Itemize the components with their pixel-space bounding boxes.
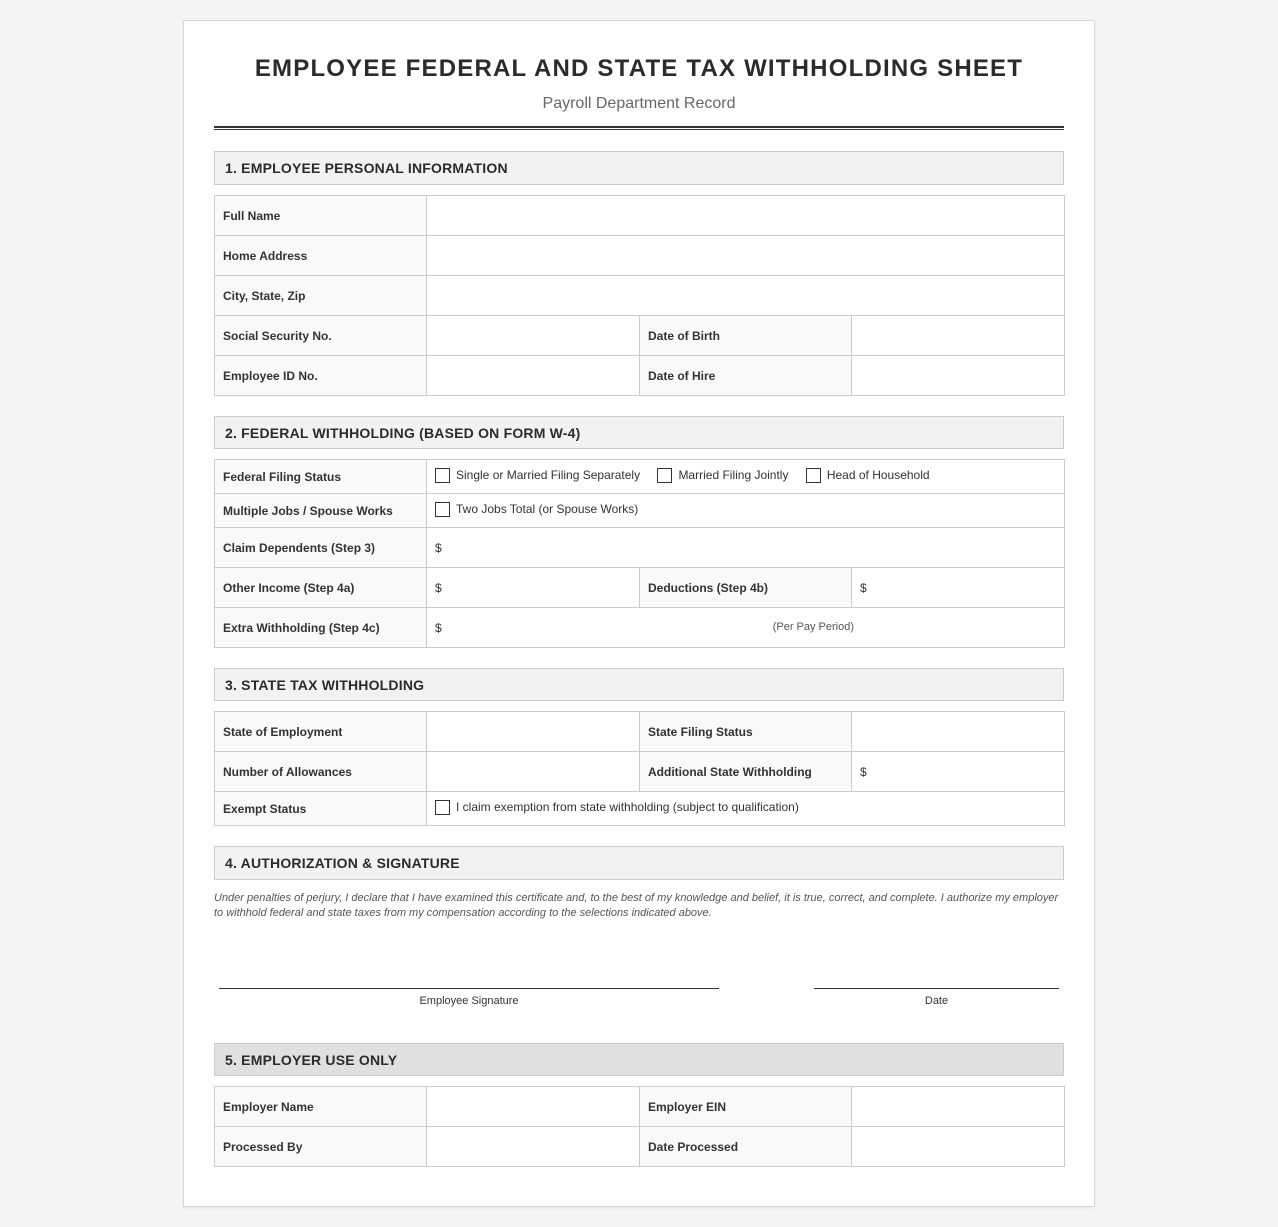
- city-state-zip-field[interactable]: [427, 276, 1065, 316]
- state-withholding-table: [214, 711, 1065, 826]
- page-subtitle: Payroll Department Record: [542, 95, 736, 112]
- home-address-field[interactable]: [427, 236, 1065, 276]
- state-of-employment-label: State of Employment: [215, 712, 427, 752]
- filing-option-married-jointly[interactable]: [657, 468, 788, 483]
- extra-withholding-label: Extra Withholding (Step 4c): [215, 608, 427, 648]
- multiple-jobs-options: [427, 494, 1065, 528]
- full-name-field[interactable]: [427, 196, 1065, 236]
- additional-state-withholding-field[interactable]: [852, 752, 1065, 792]
- currency-symbol: $: [435, 540, 442, 555]
- exempt-option[interactable]: [435, 800, 799, 815]
- allowances-label: Number of Allowances: [215, 752, 427, 792]
- employer-ein-label: Employer EIN: [640, 1087, 852, 1127]
- additional-state-withholding-label: Additional State Withholding: [640, 752, 852, 792]
- employee-id-label: Employee ID No.: [215, 356, 427, 396]
- other-income-label: Other Income (Step 4a): [215, 568, 427, 608]
- filing-option-single[interactable]: [435, 468, 640, 483]
- checkbox-head-of-household[interactable]: [806, 468, 821, 483]
- date-of-hire-field[interactable]: [852, 356, 1065, 396]
- currency-symbol: $: [435, 620, 442, 635]
- processed-by-field[interactable]: [427, 1127, 640, 1167]
- federal-filing-status-options: [427, 460, 1065, 494]
- section-heading-authorization: 4. AUTHORIZATION & SIGNATURE: [214, 846, 1064, 880]
- ssn-field[interactable]: [427, 316, 640, 356]
- other-income-field[interactable]: [427, 568, 640, 608]
- allowances-field[interactable]: [427, 752, 640, 792]
- ssn-label: Social Security No.: [215, 316, 427, 356]
- filing-option-head-of-household[interactable]: [806, 468, 930, 483]
- employer-name-field[interactable]: [427, 1087, 640, 1127]
- multiple-jobs-label: Multiple Jobs / Spouse Works: [215, 494, 427, 528]
- exempt-option-label: I claim exemption from state withholding (subject to qualification): [456, 800, 799, 814]
- exempt-status-options: [427, 792, 1065, 826]
- tax-withholding-sheet: [183, 20, 1095, 1207]
- date-line[interactable]: [814, 988, 1059, 989]
- currency-symbol: $: [860, 580, 867, 595]
- deductions-field[interactable]: [852, 568, 1065, 608]
- two-jobs-option[interactable]: [435, 502, 638, 517]
- page-title: EMPLOYEE FEDERAL AND STATE TAX WITHHOLDING SHEET: [254, 55, 1024, 82]
- currency-symbol: $: [435, 580, 442, 595]
- dob-field[interactable]: [852, 316, 1065, 356]
- extra-withholding-field[interactable]: [427, 608, 1065, 648]
- state-filing-status-label: State Filing Status: [640, 712, 852, 752]
- signature-line[interactable]: [219, 988, 719, 989]
- city-state-zip-label: City, State, Zip: [215, 276, 427, 316]
- date-processed-label: Date Processed: [640, 1127, 852, 1167]
- deductions-label: Deductions (Step 4b): [640, 568, 852, 608]
- legal-declaration: Under penalties of perjury, I declare that I have examined this certificate and, to the best of my knowledge and belief, it is true, correct, and complete. I authorize my employer to withhold federal and state taxes from my compensation according to the selections indicated above.: [214, 892, 1059, 919]
- employee-id-field[interactable]: [427, 356, 640, 396]
- home-address-label: Home Address: [215, 236, 427, 276]
- section-heading-employer: 5. EMPLOYER USE ONLY: [214, 1043, 1064, 1076]
- checkbox-exempt[interactable]: [435, 800, 450, 815]
- section-heading-personal: 1. EMPLOYEE PERSONAL INFORMATION: [214, 151, 1064, 185]
- state-of-employment-field[interactable]: [427, 712, 640, 752]
- two-jobs-option-label: Two Jobs Total (or Spouse Works): [456, 502, 639, 516]
- federal-withholding-table: [214, 459, 1065, 648]
- personal-info-table: [214, 195, 1065, 396]
- employer-name-label: Employer Name: [215, 1087, 427, 1127]
- date-caption: Date: [924, 995, 949, 1007]
- state-filing-status-field[interactable]: [852, 712, 1065, 752]
- section-heading-state: 3. STATE TAX WITHHOLDING: [214, 668, 1064, 701]
- exempt-status-label: Exempt Status: [215, 792, 427, 826]
- signature-caption: Employee Signature: [419, 995, 519, 1007]
- header-divider: [214, 126, 1064, 130]
- employer-use-table: [214, 1086, 1065, 1167]
- checkbox-single[interactable]: [435, 468, 450, 483]
- signature-area: [214, 921, 1064, 1021]
- section-heading-federal: 2. FEDERAL WITHHOLDING (BASED ON FORM W-4): [214, 416, 1064, 449]
- claim-dependents-label: Claim Dependents (Step 3): [215, 528, 427, 568]
- claim-dependents-field[interactable]: [427, 528, 1065, 568]
- dob-label: Date of Birth: [640, 316, 852, 356]
- filing-option-single-label: Single or Married Filing Separately: [456, 468, 641, 482]
- full-name-label: Full Name: [215, 196, 427, 236]
- federal-filing-status-label: Federal Filing Status: [215, 460, 427, 494]
- processed-by-label: Processed By: [215, 1127, 427, 1167]
- employer-ein-field[interactable]: [852, 1087, 1065, 1127]
- checkbox-two-jobs[interactable]: [435, 502, 450, 517]
- filing-option-married-jointly-label: Married Filing Jointly: [678, 468, 789, 482]
- date-of-hire-label: Date of Hire: [640, 356, 852, 396]
- currency-symbol: $: [860, 764, 867, 779]
- filing-option-head-of-household-label: Head of Household: [826, 468, 930, 482]
- date-processed-field[interactable]: [852, 1127, 1065, 1167]
- checkbox-married-jointly[interactable]: [657, 468, 672, 483]
- per-pay-period-note: (Per Pay Period): [772, 620, 855, 633]
